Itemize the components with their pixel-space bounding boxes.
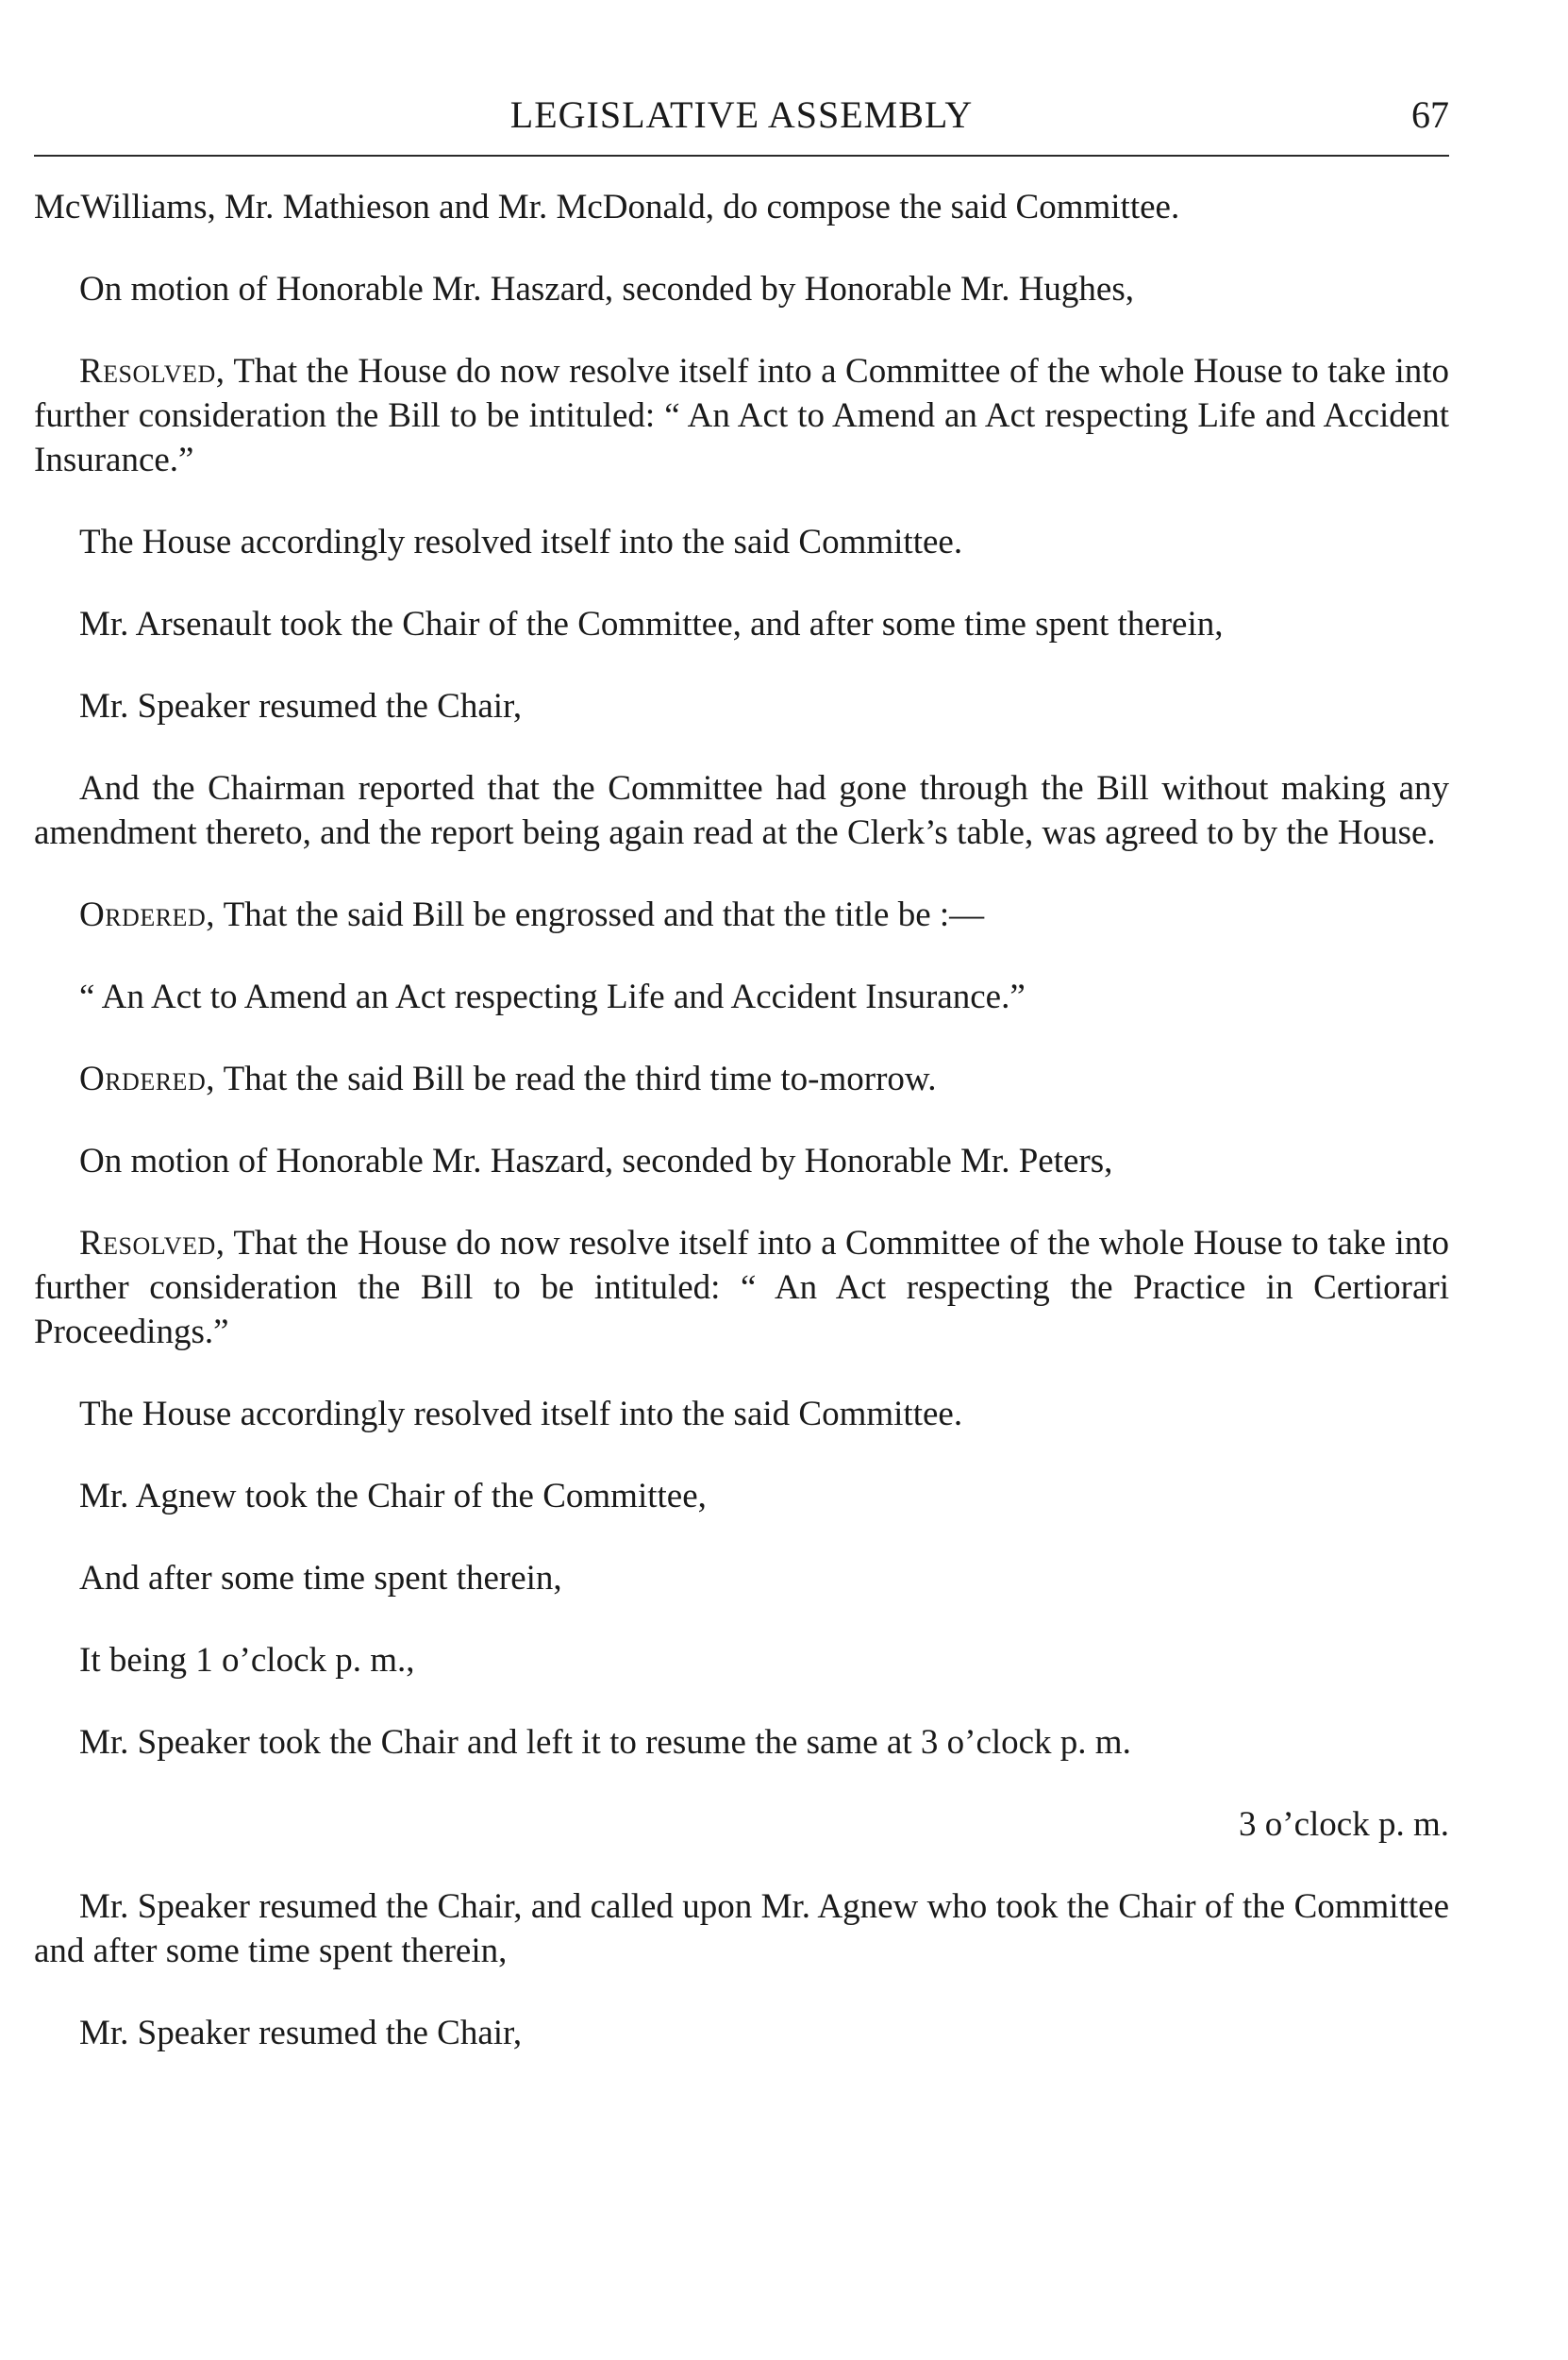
paragraph-text: Mr. Speaker resumed the Chair,	[79, 687, 523, 726]
paragraph-arsenault-chair	[34, 602, 1449, 646]
ordered-label: Ordered,	[79, 1060, 215, 1098]
paragraph-text: And the Chairman reported that the Committee had gone through the Bill without making any amendment thereto, and the report being again read at the Clerk’s table, was agreed to by the House.	[34, 769, 1449, 852]
paragraph-resolved-certiorari	[34, 1221, 1449, 1354]
paragraph-motion-peters	[34, 1139, 1449, 1183]
paragraph-text: And after some time spent therein,	[79, 1559, 562, 1598]
running-head	[34, 91, 1449, 143]
paragraph-text: Mr. Arsenault took the Chair of the Committee, and after some time spent therein,	[79, 605, 1224, 644]
paragraph-house-resolved	[34, 520, 1449, 564]
paragraph-speaker-left-chair	[34, 1720, 1449, 1765]
paragraph-ordered-third-reading	[34, 1057, 1449, 1101]
paragraph-speaker-resumed-2	[34, 2011, 1449, 2055]
paragraph-text: Mr. Agnew took the Chair of the Committee,	[79, 1477, 707, 1515]
paragraph-ordered-engrossed	[34, 893, 1449, 937]
paragraph-text: Mr. Speaker resumed the Chair, and called upon Mr. Agnew who took the Chair of the Committee and after some time spent therein,	[34, 1887, 1449, 1970]
resolved-label: Resolved,	[79, 352, 225, 391]
paragraph-text: Mr. Speaker took the Chair and left it to resume the same at 3 o’clock p. m.	[79, 1723, 1131, 1762]
paragraph-text: On motion of Honorable Mr. Haszard, seconded by Honorable Mr. Peters,	[79, 1142, 1113, 1180]
paragraph-text: The House accordingly resolved itself into the said Committee.	[79, 523, 963, 561]
paragraph-text: The House accordingly resolved itself into the said Committee.	[79, 1395, 963, 1433]
paragraph-text: That the House do now resolve itself into a Committee of the whole House to take into further consideration the Bill to be intituled: “ An Act to Amend an Act respecting Life and Accident Insurance.”	[34, 352, 1449, 479]
paragraph-motion-hughes	[34, 267, 1449, 311]
running-title: LEGISLATIVE ASSEMBLY	[509, 93, 974, 136]
paragraph-chairman-reported	[34, 766, 1449, 855]
paragraph-act-title	[34, 975, 1449, 1019]
paragraph-speaker-resumed	[34, 684, 1449, 728]
paragraph-text: That the House do now resolve itself into a Committee of the whole House to take into further consideration the Bill to be intituled: “ An Act respecting the Practice in Certiorari Proceedings.”	[34, 1224, 1449, 1351]
paragraph-text: That the said Bill be engrossed and that the title be :—	[214, 895, 985, 934]
paragraph-text: That the said Bill be read the third time to-morrow.	[214, 1060, 937, 1098]
paragraph-house-resolved-2	[34, 1392, 1449, 1436]
header-rule	[34, 155, 1449, 157]
paragraph-time-spent	[34, 1556, 1449, 1600]
paragraph-speaker-called-agnew	[34, 1884, 1449, 1973]
ordered-label: Ordered,	[79, 895, 215, 934]
paragraph-text: McWilliams, Mr. Mathieson and Mr. McDonald, do compose the said Committee.	[34, 188, 1180, 226]
paragraph-agnew-chair	[34, 1474, 1449, 1518]
paragraph-text: “ An Act to Amend an Act respecting Life and Accident Insurance.”	[79, 978, 1026, 1016]
resolved-label: Resolved,	[79, 1224, 225, 1263]
paragraph-text: It being 1 o’clock p. m.,	[79, 1641, 415, 1680]
paragraph-one-oclock	[34, 1638, 1449, 1682]
journal-body	[34, 185, 1449, 2093]
page-number: 67	[1411, 93, 1449, 136]
paragraph-text: 3 o’clock p. m.	[1239, 1805, 1449, 1844]
time-marker	[34, 1802, 1449, 1847]
paragraph-text: On motion of Honorable Mr. Haszard, seconded by Honorable Mr. Hughes,	[79, 270, 1134, 309]
paragraph-resolved-insurance	[34, 349, 1449, 482]
paragraph-committee-members	[34, 185, 1449, 229]
paragraph-text: Mr. Speaker resumed the Chair,	[79, 2014, 523, 2052]
